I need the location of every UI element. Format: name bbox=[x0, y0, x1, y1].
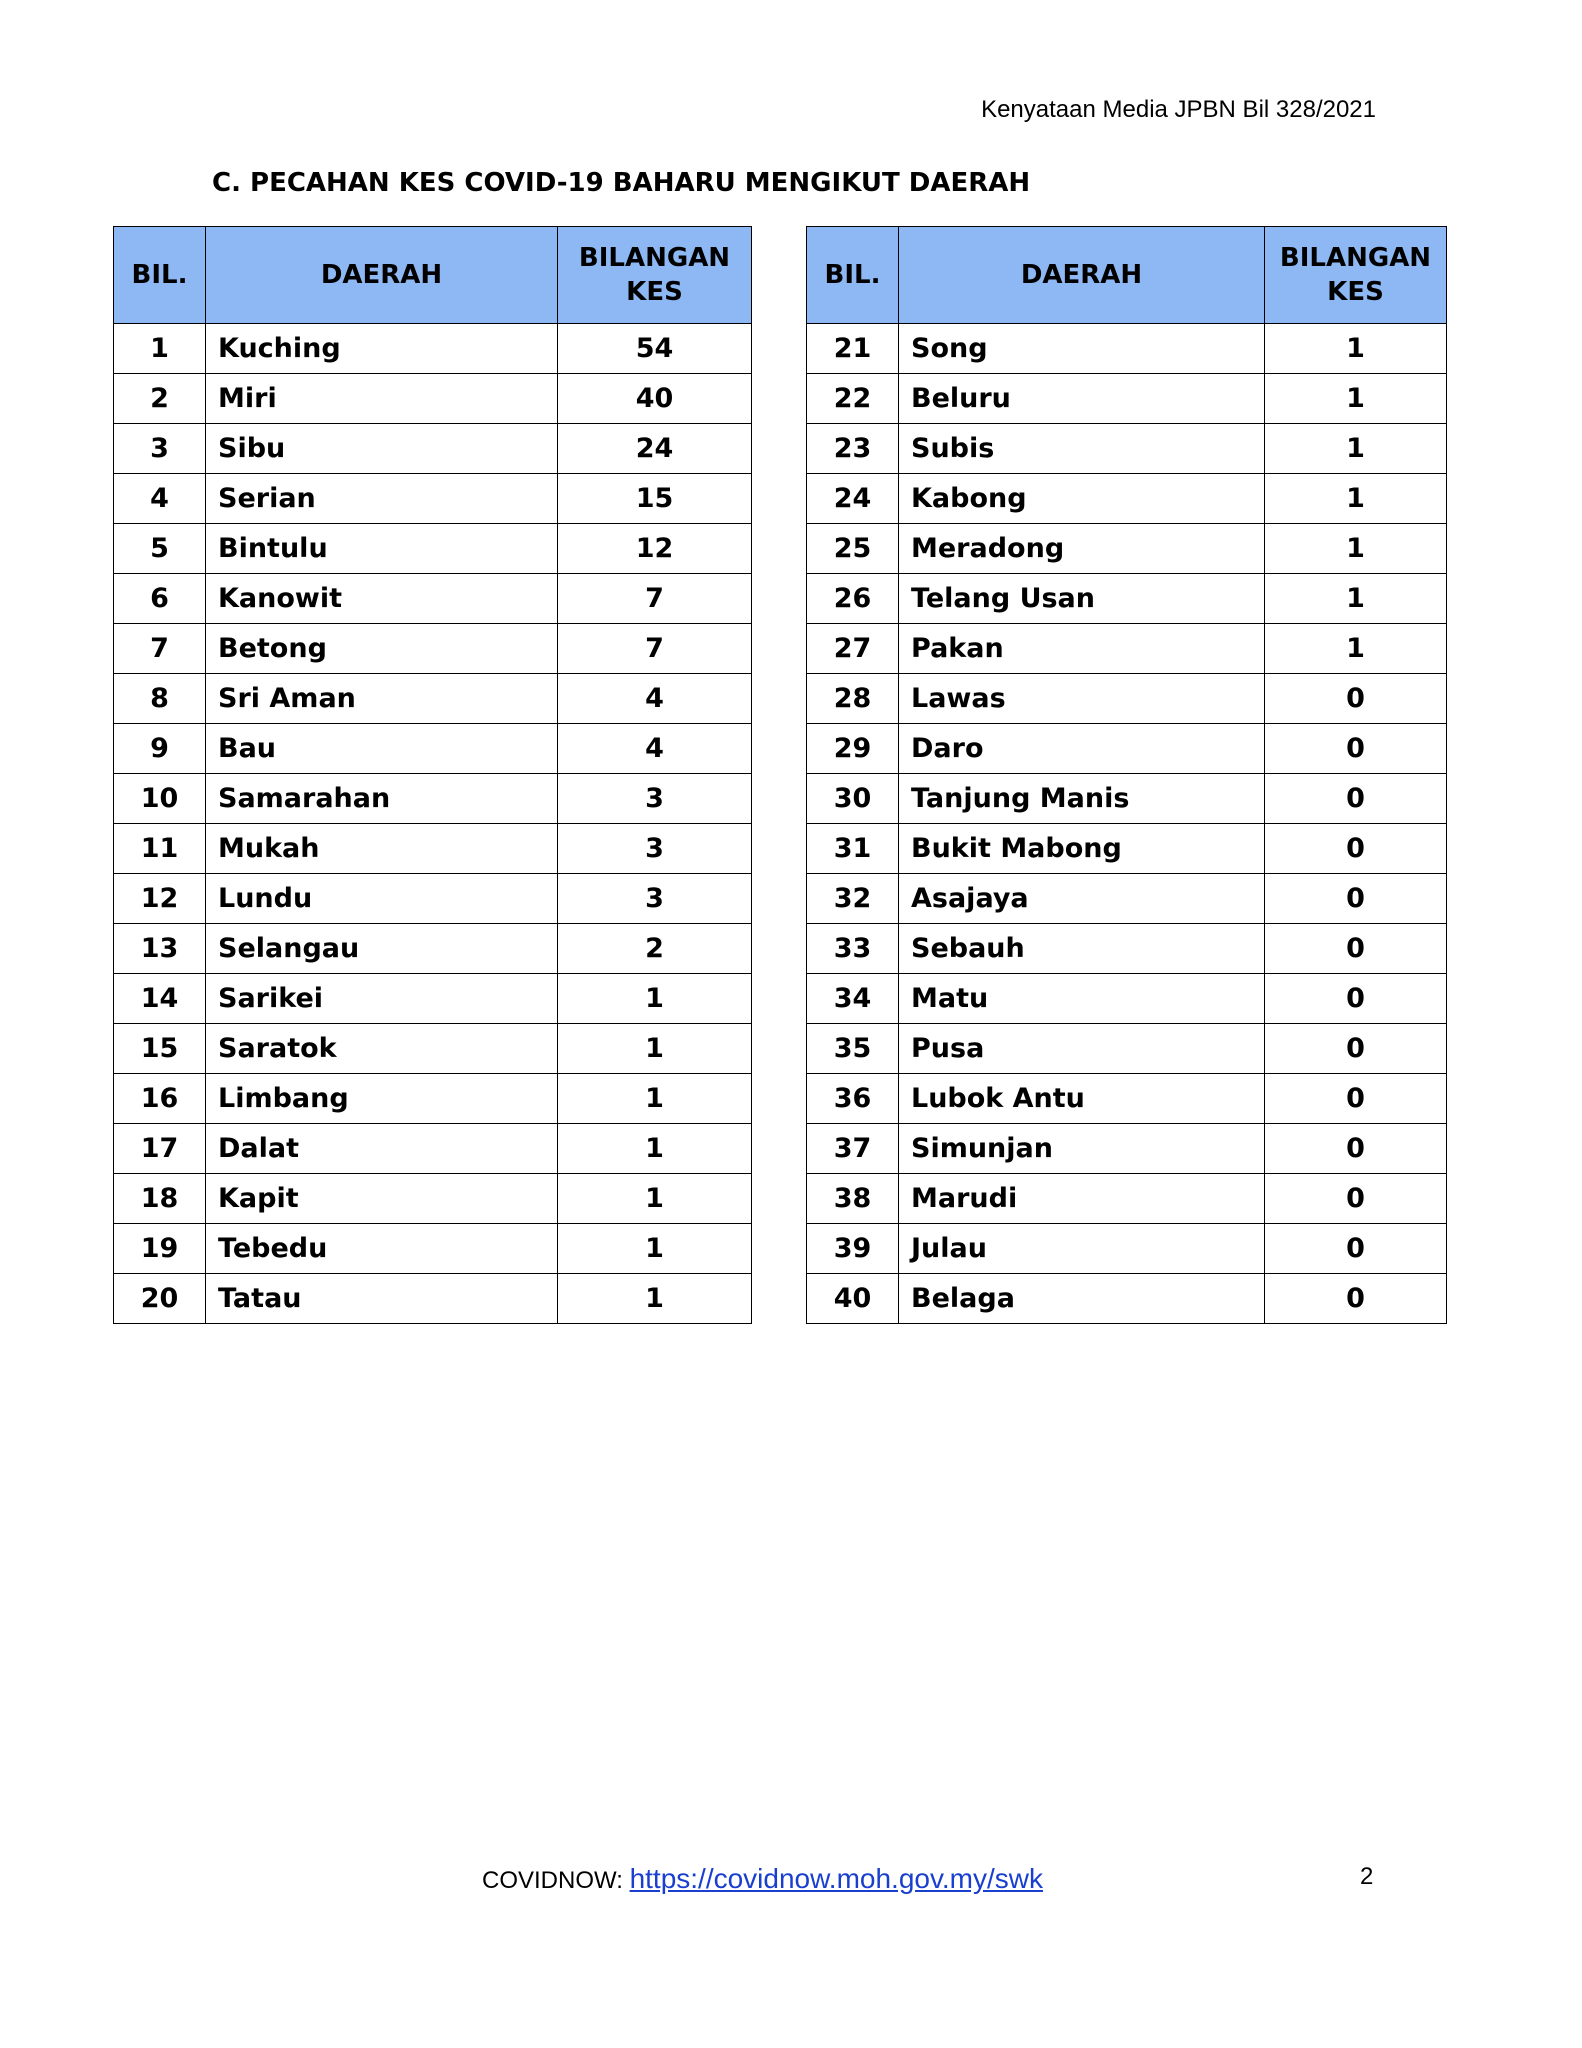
table-row bbox=[807, 1024, 1447, 1074]
table-row bbox=[114, 474, 752, 524]
cell-bil: 24 bbox=[807, 474, 899, 524]
cell-daerah: Julau bbox=[899, 1224, 1265, 1274]
cell-bilangan-kes: 0 bbox=[1265, 974, 1447, 1024]
cell-daerah: Selangau bbox=[206, 924, 558, 974]
table-header-row bbox=[807, 227, 1447, 324]
column-header-bilangan-kes-line2: KES bbox=[626, 277, 683, 307]
cell-bilangan-kes: 0 bbox=[1265, 1124, 1447, 1174]
cell-bilangan-kes: 0 bbox=[1265, 1224, 1447, 1274]
cell-daerah: Matu bbox=[899, 974, 1265, 1024]
cell-bil: 33 bbox=[807, 924, 899, 974]
cell-bilangan-kes: 0 bbox=[1265, 724, 1447, 774]
cell-bil: 7 bbox=[114, 624, 206, 674]
cell-daerah: Meradong bbox=[899, 524, 1265, 574]
column-header-bilangan-kes bbox=[1265, 227, 1447, 324]
cell-bil: 36 bbox=[807, 1074, 899, 1124]
table-row bbox=[807, 324, 1447, 374]
cell-daerah: Pusa bbox=[899, 1024, 1265, 1074]
cell-bil: 11 bbox=[114, 824, 206, 874]
cell-daerah: Limbang bbox=[206, 1074, 558, 1124]
table-row bbox=[807, 474, 1447, 524]
cell-daerah: Kabong bbox=[899, 474, 1265, 524]
cell-bilangan-kes: 1 bbox=[1265, 374, 1447, 424]
table-row bbox=[807, 924, 1447, 974]
cell-daerah: Telang Usan bbox=[899, 574, 1265, 624]
cell-bil: 19 bbox=[114, 1224, 206, 1274]
table-row bbox=[807, 974, 1447, 1024]
cell-bilangan-kes: 0 bbox=[1265, 1074, 1447, 1124]
table-row bbox=[807, 1174, 1447, 1224]
cell-daerah: Miri bbox=[206, 374, 558, 424]
cell-bil: 28 bbox=[807, 674, 899, 724]
column-header-bil: BIL. bbox=[807, 227, 899, 324]
cell-bil: 26 bbox=[807, 574, 899, 624]
cell-bil: 17 bbox=[114, 1124, 206, 1174]
table-row bbox=[114, 1174, 752, 1224]
covidnow-link[interactable]: https://covidnow.moh.gov.my/swk bbox=[629, 1863, 1043, 1894]
cell-daerah: Subis bbox=[899, 424, 1265, 474]
table-row bbox=[807, 874, 1447, 924]
cell-daerah: Lawas bbox=[899, 674, 1265, 724]
cell-bil: 16 bbox=[114, 1074, 206, 1124]
cell-bilangan-kes: 2 bbox=[558, 924, 752, 974]
cell-bilangan-kes: 3 bbox=[558, 774, 752, 824]
cell-bilangan-kes: 3 bbox=[558, 874, 752, 924]
table-row bbox=[114, 924, 752, 974]
cell-bil: 23 bbox=[807, 424, 899, 474]
cell-bilangan-kes: 0 bbox=[1265, 1024, 1447, 1074]
cell-daerah: Belaga bbox=[899, 1274, 1265, 1324]
table-row bbox=[114, 1074, 752, 1124]
cell-bilangan-kes: 54 bbox=[558, 324, 752, 374]
cell-daerah: Bau bbox=[206, 724, 558, 774]
column-header-daerah: DAERAH bbox=[899, 227, 1265, 324]
cell-bil: 10 bbox=[114, 774, 206, 824]
table-row bbox=[807, 774, 1447, 824]
table-row bbox=[807, 1274, 1447, 1324]
district-cases-table-left bbox=[113, 226, 752, 1324]
table-row bbox=[114, 874, 752, 924]
cell-bilangan-kes: 12 bbox=[558, 524, 752, 574]
table-row bbox=[114, 1224, 752, 1274]
cell-bil: 37 bbox=[807, 1124, 899, 1174]
cell-daerah: Bukit Mabong bbox=[899, 824, 1265, 874]
table-header-row bbox=[114, 227, 752, 324]
district-cases-table-right bbox=[806, 226, 1447, 1324]
cell-bilangan-kes: 1 bbox=[1265, 624, 1447, 674]
table-row bbox=[114, 1024, 752, 1074]
cell-daerah: Sibu bbox=[206, 424, 558, 474]
column-header-bilangan-kes-line1: BILANGAN bbox=[578, 243, 731, 273]
cell-bilangan-kes: 1 bbox=[558, 1074, 752, 1124]
table-row bbox=[114, 974, 752, 1024]
cell-bilangan-kes: 0 bbox=[1265, 674, 1447, 724]
column-header-bil: BIL. bbox=[114, 227, 206, 324]
table-row bbox=[807, 1224, 1447, 1274]
table-row bbox=[114, 774, 752, 824]
cell-daerah: Sarikei bbox=[206, 974, 558, 1024]
cell-bil: 8 bbox=[114, 674, 206, 724]
cell-bil: 9 bbox=[114, 724, 206, 774]
table-body-left bbox=[114, 324, 752, 1324]
cell-bilangan-kes: 1 bbox=[558, 1224, 752, 1274]
cell-bil: 14 bbox=[114, 974, 206, 1024]
cell-daerah: Kuching bbox=[206, 324, 558, 374]
cell-bil: 22 bbox=[807, 374, 899, 424]
cell-bilangan-kes: 0 bbox=[1265, 1274, 1447, 1324]
cell-bil: 6 bbox=[114, 574, 206, 624]
cell-bil: 21 bbox=[807, 324, 899, 374]
table-row bbox=[114, 824, 752, 874]
cell-bil: 29 bbox=[807, 724, 899, 774]
cell-daerah: Daro bbox=[899, 724, 1265, 774]
cell-daerah: Betong bbox=[206, 624, 558, 674]
page-number: 2 bbox=[1360, 1863, 1374, 1890]
cell-daerah: Kanowit bbox=[206, 574, 558, 624]
cell-bilangan-kes: 0 bbox=[1265, 774, 1447, 824]
cell-bil: 3 bbox=[114, 424, 206, 474]
media-statement-reference: Kenyataan Media JPBN Bil 328/2021 bbox=[981, 96, 1376, 123]
cell-bil: 4 bbox=[114, 474, 206, 524]
footer-covidnow bbox=[482, 1863, 1043, 1895]
cell-daerah: Lubok Antu bbox=[899, 1074, 1265, 1124]
cell-daerah: Song bbox=[899, 324, 1265, 374]
cell-daerah: Samarahan bbox=[206, 774, 558, 824]
cell-bil: 34 bbox=[807, 974, 899, 1024]
table-row bbox=[114, 624, 752, 674]
cell-daerah: Asajaya bbox=[899, 874, 1265, 924]
cell-bilangan-kes: 7 bbox=[558, 574, 752, 624]
cell-bilangan-kes: 1 bbox=[1265, 324, 1447, 374]
table-row bbox=[114, 1274, 752, 1324]
cell-bil: 2 bbox=[114, 374, 206, 424]
cell-daerah: Sri Aman bbox=[206, 674, 558, 724]
cell-daerah: Tanjung Manis bbox=[899, 774, 1265, 824]
column-header-bilangan-kes bbox=[558, 227, 752, 324]
cell-daerah: Dalat bbox=[206, 1124, 558, 1174]
cell-daerah: Saratok bbox=[206, 1024, 558, 1074]
cell-daerah: Pakan bbox=[899, 624, 1265, 674]
cell-daerah: Lundu bbox=[206, 874, 558, 924]
table-row bbox=[114, 424, 752, 474]
cell-bilangan-kes: 0 bbox=[1265, 924, 1447, 974]
cell-bil: 35 bbox=[807, 1024, 899, 1074]
cell-bil: 38 bbox=[807, 1174, 899, 1224]
cell-daerah: Bintulu bbox=[206, 524, 558, 574]
table-row bbox=[114, 674, 752, 724]
cell-bilangan-kes: 4 bbox=[558, 724, 752, 774]
cell-bilangan-kes: 1 bbox=[1265, 474, 1447, 524]
table-row bbox=[114, 324, 752, 374]
table-row bbox=[807, 1124, 1447, 1174]
cell-bil: 40 bbox=[807, 1274, 899, 1324]
cell-bil: 1 bbox=[114, 324, 206, 374]
cell-bil: 25 bbox=[807, 524, 899, 574]
cell-bilangan-kes: 7 bbox=[558, 624, 752, 674]
table-row bbox=[807, 574, 1447, 624]
cell-bil: 12 bbox=[114, 874, 206, 924]
cell-bil: 30 bbox=[807, 774, 899, 824]
column-header-bilangan-kes-line2: KES bbox=[1327, 277, 1384, 307]
footer-label: COVIDNOW: bbox=[482, 1867, 630, 1894]
table-row bbox=[114, 374, 752, 424]
cell-bilangan-kes: 1 bbox=[558, 1274, 752, 1324]
cell-bilangan-kes: 1 bbox=[1265, 574, 1447, 624]
cell-bil: 15 bbox=[114, 1024, 206, 1074]
cell-bil: 18 bbox=[114, 1174, 206, 1224]
cell-daerah: Simunjan bbox=[899, 1124, 1265, 1174]
cell-bilangan-kes: 4 bbox=[558, 674, 752, 724]
cell-bilangan-kes: 1 bbox=[1265, 524, 1447, 574]
cell-bilangan-kes: 1 bbox=[558, 1124, 752, 1174]
cell-bil: 27 bbox=[807, 624, 899, 674]
cell-bil: 31 bbox=[807, 824, 899, 874]
column-header-bilangan-kes-line1: BILANGAN bbox=[1279, 243, 1432, 273]
cell-daerah: Marudi bbox=[899, 1174, 1265, 1224]
cell-bilangan-kes: 1 bbox=[558, 974, 752, 1024]
cell-daerah: Tatau bbox=[206, 1274, 558, 1324]
cell-bilangan-kes: 24 bbox=[558, 424, 752, 474]
cell-bilangan-kes: 40 bbox=[558, 374, 752, 424]
cell-bil: 32 bbox=[807, 874, 899, 924]
table-row bbox=[807, 674, 1447, 724]
cell-bil: 39 bbox=[807, 1224, 899, 1274]
cell-daerah: Tebedu bbox=[206, 1224, 558, 1274]
cell-bil: 20 bbox=[114, 1274, 206, 1324]
cell-daerah: Serian bbox=[206, 474, 558, 524]
cell-bilangan-kes: 1 bbox=[1265, 424, 1447, 474]
cell-bilangan-kes: 1 bbox=[558, 1174, 752, 1224]
table-row bbox=[807, 824, 1447, 874]
table-row bbox=[807, 1074, 1447, 1124]
table-row bbox=[114, 724, 752, 774]
cell-bilangan-kes: 0 bbox=[1265, 824, 1447, 874]
table-row bbox=[114, 524, 752, 574]
table-row bbox=[114, 574, 752, 624]
table-row bbox=[807, 724, 1447, 774]
table-row bbox=[807, 624, 1447, 674]
table-row bbox=[807, 524, 1447, 574]
cell-daerah: Sebauh bbox=[899, 924, 1265, 974]
cell-daerah: Mukah bbox=[206, 824, 558, 874]
table-row bbox=[114, 1124, 752, 1174]
section-title: C. PECAHAN KES COVID-19 BAHARU MENGIKUT DAERAH bbox=[212, 168, 1031, 198]
cell-bilangan-kes: 3 bbox=[558, 824, 752, 874]
column-header-daerah: DAERAH bbox=[206, 227, 558, 324]
table-row bbox=[807, 424, 1447, 474]
cell-bilangan-kes: 15 bbox=[558, 474, 752, 524]
cell-bilangan-kes: 0 bbox=[1265, 874, 1447, 924]
cell-bilangan-kes: 0 bbox=[1265, 1174, 1447, 1224]
cell-daerah: Kapit bbox=[206, 1174, 558, 1224]
cell-bil: 13 bbox=[114, 924, 206, 974]
table-body-right bbox=[807, 324, 1447, 1324]
cell-bil: 5 bbox=[114, 524, 206, 574]
table-row bbox=[807, 374, 1447, 424]
cell-daerah: Beluru bbox=[899, 374, 1265, 424]
cell-bilangan-kes: 1 bbox=[558, 1024, 752, 1074]
